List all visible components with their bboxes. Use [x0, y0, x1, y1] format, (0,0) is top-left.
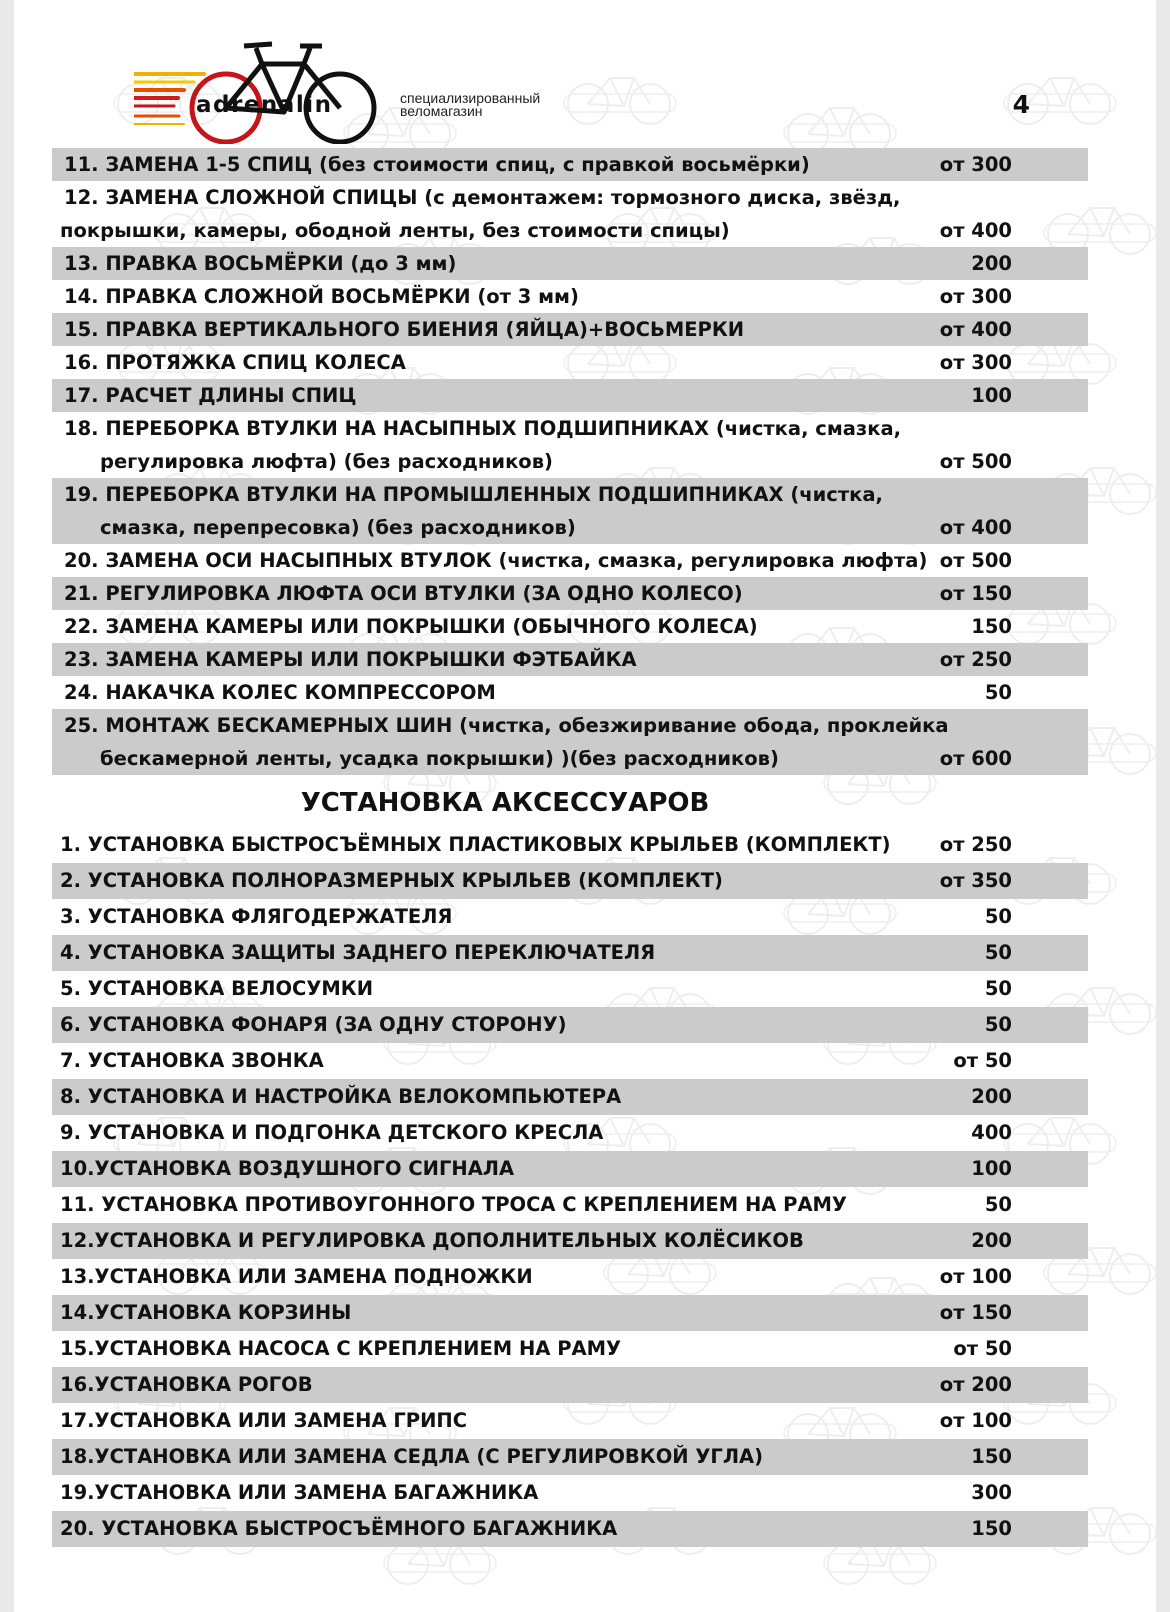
service-name: 15. ПРАВКА ВЕРТИКАЛЬНОГО БИЕНИЯ (ЯЙЦА)+ВОСЬМЕРКИ: [64, 318, 745, 341]
price-row: [52, 1511, 1088, 1547]
service-price: 300: [971, 1481, 1012, 1504]
price-row: [52, 1259, 1088, 1295]
price-row: [52, 412, 1088, 445]
service-price: 50: [984, 977, 1012, 1000]
logo-wordmark: adrenalin: [196, 92, 333, 118]
price-row: [52, 280, 1088, 313]
accessory-services-list: [52, 827, 1088, 1547]
service-name: 7. УСТАНОВКА ЗВОНКА: [60, 1049, 324, 1072]
page-number: 4: [1012, 90, 1030, 119]
service-price: от 250: [939, 648, 1012, 671]
service-price: от 500: [939, 450, 1012, 473]
price-row: [52, 1007, 1088, 1043]
service-price: от 600: [939, 747, 1012, 770]
service-name: 8. УСТАНОВКА И НАСТРОЙКА ВЕЛОКОМПЬЮТЕРА: [60, 1085, 622, 1108]
service-price: от 200: [939, 1373, 1012, 1396]
service-name: 15.УСТАНОВКА НАСОСА С КРЕПЛЕНИЕМ НА РАМУ: [60, 1337, 622, 1360]
service-name: 24. НАКАЧКА КОЛЕС КОМПРЕССОРОМ: [64, 681, 496, 704]
service-name: 17. РАСЧЕТ ДЛИНЫ СПИЦ: [64, 384, 357, 407]
service-price: 200: [971, 1229, 1012, 1252]
service-name: бескамерной ленты, усадка покрышки) )(без расходников): [100, 747, 779, 770]
service-price: 150: [971, 1517, 1012, 1540]
service-name: смазка, перепресовка) (без расходников): [100, 516, 576, 539]
price-row: [52, 1151, 1088, 1187]
price-row: [52, 1115, 1088, 1151]
section-title-accessories: УСТАНОВКА АКСЕССУАРОВ: [300, 788, 710, 818]
price-row: [52, 1367, 1088, 1403]
shop-tagline: [400, 92, 540, 118]
service-price: 50: [984, 905, 1012, 928]
price-row: [52, 1439, 1088, 1475]
service-price: 50: [984, 1013, 1012, 1036]
service-price: от 50: [953, 1337, 1012, 1360]
service-price: от 100: [939, 1409, 1012, 1432]
service-price: от 400: [939, 219, 1012, 242]
service-name: 2. УСТАНОВКА ПОЛНОРАЗМЕРНЫХ КРЫЛЬЕВ (КОМПЛЕКТ): [60, 869, 723, 892]
price-row: [52, 742, 1088, 775]
service-name: 1. УСТАНОВКА БЫСТРОСЪЁМНЫХ ПЛАСТИКОВЫХ КРЫЛЬЕВ (КОМПЛЕКТ): [60, 833, 891, 856]
price-row: [52, 1331, 1088, 1367]
price-row: [52, 445, 1088, 478]
price-row: [52, 379, 1088, 412]
service-price: от 300: [939, 285, 1012, 308]
adrenalin-logo: [134, 34, 394, 144]
service-price: 100: [971, 384, 1012, 407]
service-price: от 500: [939, 549, 1012, 572]
price-row: [52, 1079, 1088, 1115]
price-row: [52, 346, 1088, 379]
service-price: 50: [984, 1193, 1012, 1216]
service-name: регулировка люфта) (без расходников): [100, 450, 553, 473]
price-list: [52, 148, 1088, 1547]
price-row: [52, 478, 1088, 511]
repair-services-list: [52, 148, 1088, 775]
service-name: 9. УСТАНОВКА И ПОДГОНКА ДЕТСКОГО КРЕСЛА: [60, 1121, 604, 1144]
service-price: 150: [971, 1445, 1012, 1468]
bicycle-logo-icon: [134, 34, 394, 144]
service-price: от 150: [939, 1301, 1012, 1324]
service-price: от 400: [939, 318, 1012, 341]
service-name: 6. УСТАНОВКА ФОНАРЯ (ЗА ОДНУ СТОРОНУ): [60, 1013, 567, 1036]
price-row: [52, 935, 1088, 971]
price-row: [52, 214, 1088, 247]
service-price: 50: [984, 941, 1012, 964]
service-name: 22. ЗАМЕНА КАМЕРЫ ИЛИ ПОКРЫШКИ (ОБЫЧНОГО КОЛЕСА): [64, 615, 758, 638]
price-row: [52, 1223, 1088, 1259]
price-row: [52, 709, 1088, 742]
price-row: [52, 1403, 1088, 1439]
price-row: [52, 511, 1088, 544]
price-row: [52, 610, 1088, 643]
service-name: 13. ПРАВКА ВОСЬМЁРКИ (до 3 мм): [64, 252, 457, 275]
service-name: 17.УСТАНОВКА ИЛИ ЗАМЕНА ГРИПС: [60, 1409, 468, 1432]
service-name: 16.УСТАНОВКА РОГОВ: [60, 1373, 313, 1396]
service-name: 13.УСТАНОВКА ИЛИ ЗАМЕНА ПОДНОЖКИ: [60, 1265, 533, 1288]
service-name: 18. ПЕРЕБОРКА ВТУЛКИ НА НАСЫПНЫХ ПОДШИПНИКАХ (чистка, смазка,: [64, 417, 902, 440]
tagline-line-2: веломагазин: [400, 103, 483, 119]
service-name: 12. ЗАМЕНА СЛОЖНОЙ СПИЦЫ (с демонтажем: тормозного диска, звёзд,: [64, 186, 901, 209]
service-name: 14.УСТАНОВКА КОРЗИНЫ: [60, 1301, 352, 1324]
service-name: 4. УСТАНОВКА ЗАЩИТЫ ЗАДНЕГО ПЕРЕКЛЮЧАТЕЛЯ: [60, 941, 656, 964]
service-price: 100: [971, 1157, 1012, 1180]
service-price: 200: [971, 252, 1012, 275]
service-name: 20. УСТАНОВКА БЫСТРОСЪЁМНОГО БАГАЖНИКА: [60, 1517, 618, 1540]
tagline-line-1: специализированный: [400, 90, 541, 106]
price-row: [52, 643, 1088, 676]
price-row: [52, 676, 1088, 709]
service-price: от 300: [939, 153, 1012, 176]
price-row: [52, 577, 1088, 610]
service-name: 5. УСТАНОВКА ВЕЛОСУМКИ: [60, 977, 374, 1000]
service-price: от 100: [939, 1265, 1012, 1288]
service-name: 25. МОНТАЖ БЕСКАМЕРНЫХ ШИН (чистка, обезжиривание обода, проклейка: [64, 714, 949, 737]
service-name: 14. ПРАВКА СЛОЖНОЙ ВОСЬМЁРКИ (от 3 мм): [64, 285, 579, 308]
service-price: от 350: [939, 869, 1012, 892]
price-row: [52, 544, 1088, 577]
service-name: 20. ЗАМЕНА ОСИ НАСЫПНЫХ ВТУЛОК (чистка, смазка, регулировка люфта): [64, 549, 928, 572]
price-row: [52, 181, 1088, 214]
service-name: 21. РЕГУЛИРОВКА ЛЮФТА ОСИ ВТУЛКИ (ЗА ОДНО КОЛЕСО): [64, 582, 743, 605]
price-row: [52, 899, 1088, 935]
service-name: 19. ПЕРЕБОРКА ВТУЛКИ НА ПРОМЫШЛЕННЫХ ПОДШИПНИКАХ (чистка,: [64, 483, 883, 506]
service-price: от 400: [939, 516, 1012, 539]
service-name: 16. ПРОТЯЖКА СПИЦ КОЛЕСА: [64, 351, 406, 374]
price-row: [52, 148, 1088, 181]
price-row: [52, 1475, 1088, 1511]
service-price: 50: [984, 681, 1012, 704]
service-name: 18.УСТАНОВКА ИЛИ ЗАМЕНА СЕДЛА (С РЕГУЛИРОВКОЙ УГЛА): [60, 1445, 764, 1468]
price-row: [52, 1295, 1088, 1331]
service-price: от 250: [939, 833, 1012, 856]
service-name: 11. ЗАМЕНА 1-5 СПИЦ (без стоимости спиц, с правкой восьмёрки): [64, 153, 810, 176]
price-row: [52, 863, 1088, 899]
service-price: от 150: [939, 582, 1012, 605]
price-row: [52, 1187, 1088, 1223]
price-list-page: [14, 0, 1156, 1612]
service-price: 150: [971, 615, 1012, 638]
service-name: 10.УСТАНОВКА ВОЗДУШНОГО СИГНАЛА: [60, 1157, 515, 1180]
service-name: 23. ЗАМЕНА КАМЕРЫ ИЛИ ПОКРЫШКИ ФЭТБАЙКА: [64, 648, 637, 671]
service-price: 400: [971, 1121, 1012, 1144]
price-row: [52, 1043, 1088, 1079]
service-name: 19.УСТАНОВКА ИЛИ ЗАМЕНА БАГАЖНИКА: [60, 1481, 539, 1504]
page-header: [14, 0, 1156, 150]
service-name: покрышки, камеры, ободной ленты, без стоимости спицы): [60, 219, 730, 242]
price-row: [52, 313, 1088, 346]
price-row: [52, 247, 1088, 280]
service-name: 12.УСТАНОВКА И РЕГУЛИРОВКА ДОПОЛНИТЕЛЬНЫХ КОЛЁСИКОВ: [60, 1229, 804, 1252]
service-price: от 50: [953, 1049, 1012, 1072]
service-price: от 300: [939, 351, 1012, 374]
service-price: 200: [971, 1085, 1012, 1108]
service-name: 11. УСТАНОВКА ПРОТИВОУГОННОГО ТРОСА С КРЕПЛЕНИЕМ НА РАМУ: [60, 1193, 847, 1216]
price-row: [52, 827, 1088, 863]
service-name: 3. УСТАНОВКА ФЛЯГОДЕРЖАТЕЛЯ: [60, 905, 453, 928]
price-row: [52, 971, 1088, 1007]
